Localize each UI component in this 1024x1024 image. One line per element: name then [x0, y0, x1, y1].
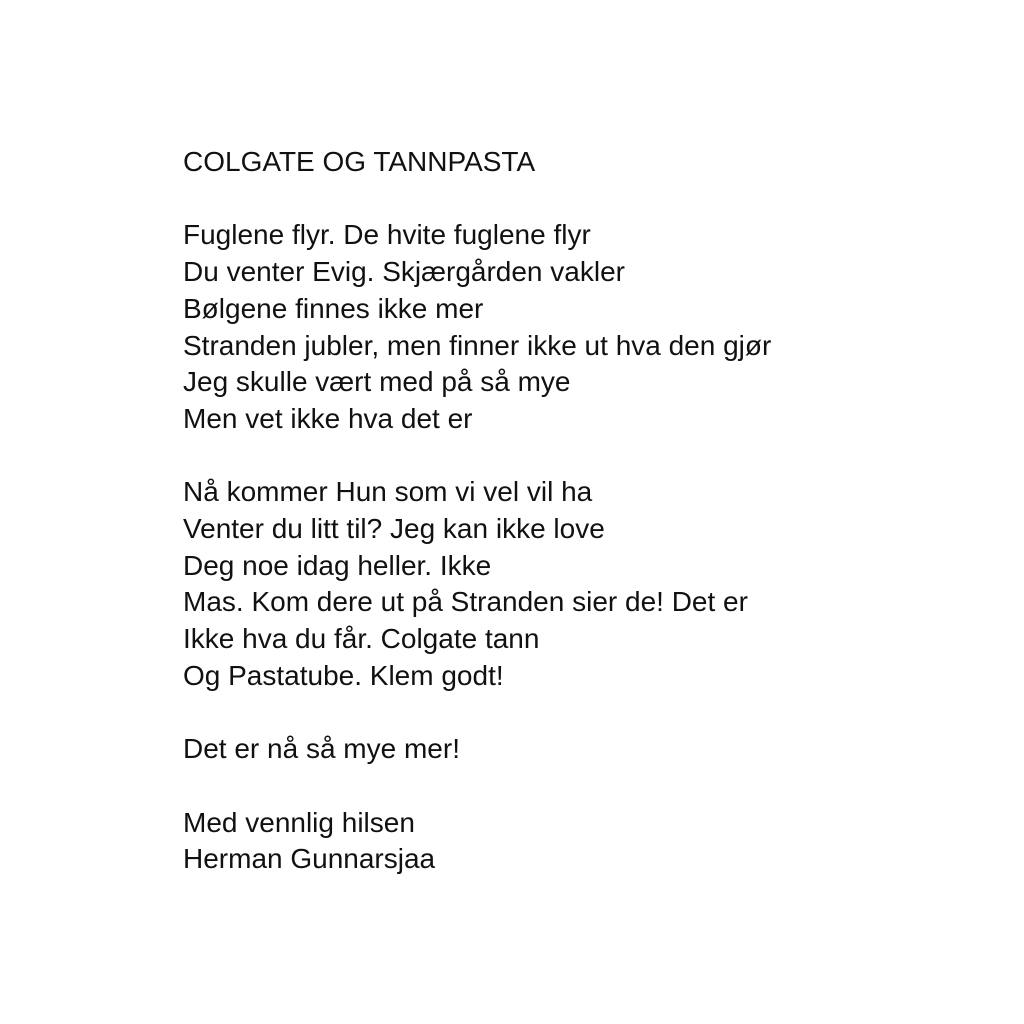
poem-line: Og Pastatube. Klem godt! — [183, 659, 504, 691]
poem-line: Stranden jubler, men finner ikke ut hva den gjør — [183, 329, 772, 361]
poem-line: Fuglene flyr. De hvite fuglene flyr — [183, 219, 591, 251]
poem-body — [183, 144, 983, 878]
poem-line: Venter du litt til? Jeg kan ikke love — [183, 513, 605, 544]
poem-line: Nå kommer Hun som vi vel vil ha — [183, 476, 593, 508]
poem-line: Det er nå så mye mer! — [183, 733, 460, 765]
poem-line: Mas. Kom dere ut på Stranden sier de! Det er — [183, 586, 748, 618]
closing-salutation: Med vennlig hilsen — [183, 806, 415, 838]
stanza-1 — [183, 217, 983, 437]
stanza-2 — [183, 474, 983, 694]
signature-block — [183, 805, 983, 878]
poem-line: Du venter Evig. Skjærgården vakler — [183, 256, 625, 288]
author-name: Herman Gunnarsjaa — [183, 843, 436, 875]
poem-line: Bølgene finnes ikke mer — [183, 292, 484, 324]
poem-line: Ikke hva du får. Colgate tann — [183, 623, 540, 655]
poem-title: COLGATE OG TANNPASTA — [183, 146, 536, 177]
stanza-3 — [183, 731, 983, 768]
poem-line: Jeg skulle vært med på så mye — [183, 366, 571, 398]
poem-line: Men vet ikke hva det er — [183, 402, 473, 434]
poem-line: Deg noe idag heller. Ikke — [183, 549, 492, 581]
